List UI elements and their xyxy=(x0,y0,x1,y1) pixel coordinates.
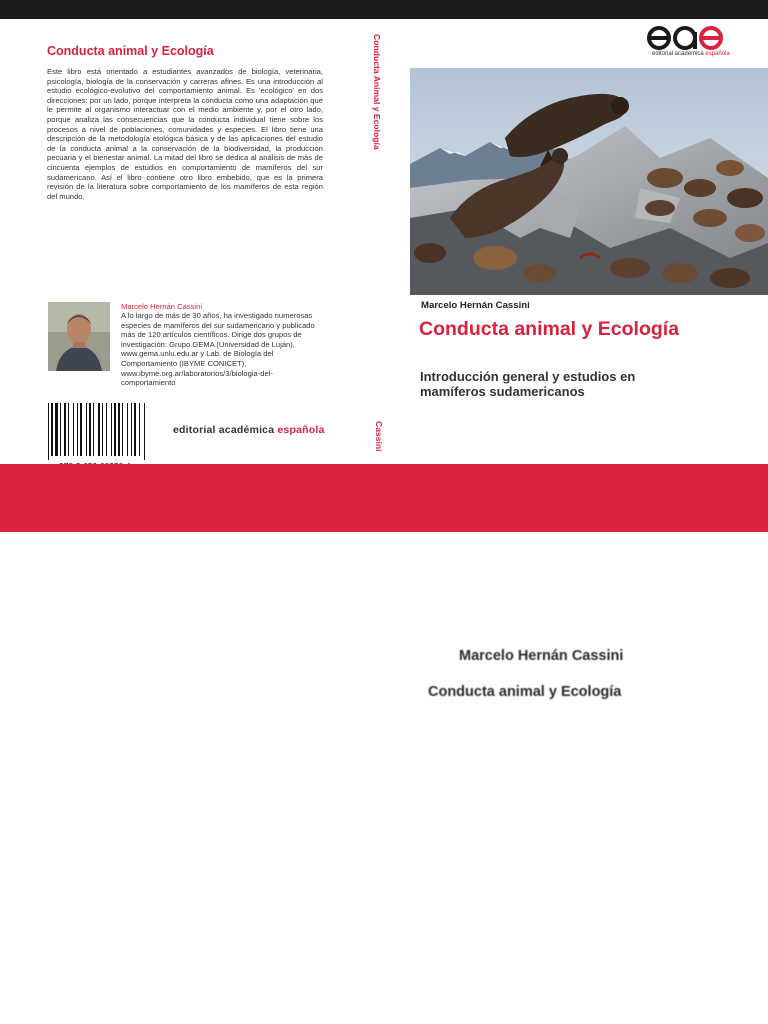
barcode-bar xyxy=(111,403,112,456)
red-band xyxy=(0,464,768,532)
barcode-bar xyxy=(89,403,91,456)
author-photo xyxy=(48,302,110,371)
barcode-bar xyxy=(98,403,100,456)
front-cover-author: Marcelo Hernán Cassini xyxy=(421,300,530,311)
top-bar xyxy=(0,0,768,19)
barcode-bar xyxy=(51,403,53,456)
barcode-bar xyxy=(127,403,128,456)
barcode-bar xyxy=(55,403,58,456)
barcode-bar xyxy=(134,403,136,456)
front-cover-subtitle: Introducción general y estudios en mamíferos sudamericanos xyxy=(420,369,636,399)
sea-lions-photo xyxy=(410,68,768,295)
barcode-bar xyxy=(122,403,123,456)
title-page-author: Marcelo Hernán Cassini xyxy=(459,648,624,664)
barcode-bar xyxy=(144,403,145,460)
spine-author: Cassini xyxy=(374,421,384,452)
barcode-bar xyxy=(73,403,74,456)
barcode-bar xyxy=(139,403,140,456)
author-bio-text: A lo largo de más de 30 años, ha investigado numerosas especies de mamíferos del sur sudamericano y publicado más de 120 artículos científicos. Dirige dos grupos de investigación: Grupo GEMA (Universidad de Luján), www.gema.unlu.edu.ar y Lab. de Biología del Comportamiento (IBYME CONICET), www.ibyme.org.ar/laboratorios/3/biologia-del-comportamiento xyxy=(121,311,315,388)
publisher-name-accent: española xyxy=(277,424,325,436)
barcode-bar xyxy=(93,403,94,456)
barcode-bar xyxy=(48,403,49,460)
barcode-bar xyxy=(80,403,82,456)
spine-title: Conducta Animal y Ecología xyxy=(372,34,382,150)
barcode-bar xyxy=(114,403,116,456)
title-page-title: Conducta animal y Ecología xyxy=(428,684,622,700)
publisher-name-main: editorial académica xyxy=(173,424,278,436)
barcode-bar xyxy=(60,403,61,456)
barcode-bar xyxy=(131,403,132,456)
barcode-bar xyxy=(68,403,69,456)
barcode-bar xyxy=(86,403,87,456)
barcode-bar xyxy=(118,403,120,456)
barcode-bar xyxy=(106,403,107,456)
barcode-bar xyxy=(64,403,66,456)
front-cover-title: Conducta animal y Ecología xyxy=(419,318,680,340)
barcode-bar xyxy=(102,403,103,456)
back-cover-title: Conducta animal y Ecología xyxy=(47,44,214,58)
barcode xyxy=(46,403,154,460)
barcode-bar xyxy=(77,403,78,456)
publisher-name-back xyxy=(173,424,325,436)
author-bio-name: Marcelo Hernán Cassini xyxy=(121,302,203,311)
back-cover-description: Este libro está orientado a estudiantes avanzados de biología, veterinaria, psicología, biología de la conservación y carreras afines. Es una introducción al estudio ecológico-evolutivo del comportamiento animal. Es 'ecológico' en dos direcciones: por un lado, porque interpreta la conducta como una adaptación que le permite al organismo interactuar con el medio ambiente y, por el otro lado, porque analiza las consecuencias que la conducta individual tiene sobre los procesos a nivel de poblaciones, comunidades y especies. El libro tiene una descripción de la metodología etológica básica y de las aplicaciones del estudio de la conducta animal a la conservación de la biodiversidad, la producción pecuaria y el bienestar animal. La mitad del libro se dedica al análisis de más de cincuenta ejemplos de estudios en comportamiento de mamíferos del sur sudamericano. Así el libro contiene otro libro embebido, que es la primera revisión de la literatura sobre comportamiento de los mamíferos de esta región del mundo. xyxy=(47,67,323,201)
logo-caption: editorial académica española xyxy=(652,51,730,57)
